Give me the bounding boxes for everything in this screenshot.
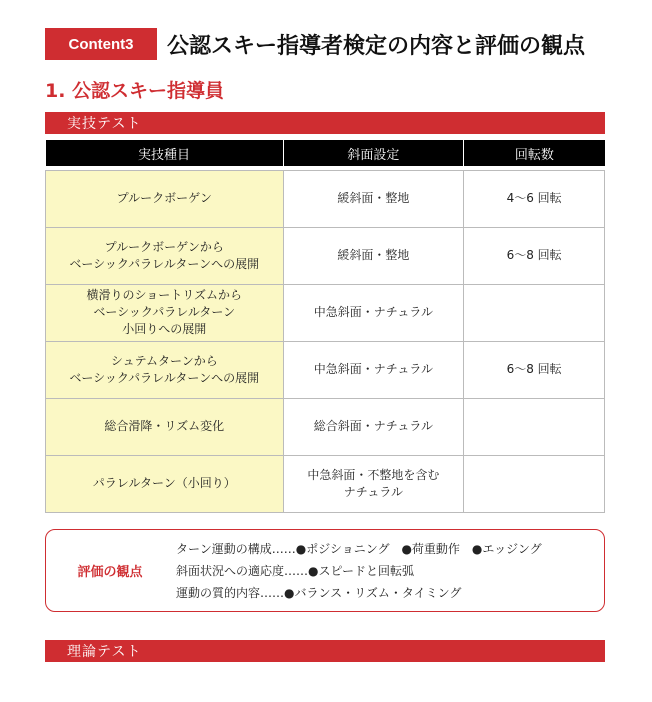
skill-name-cell: プルークボーゲンから ベーシックパラレルターンへの展開: [46, 227, 284, 284]
table-row: [46, 227, 605, 284]
slope-cell: 緩斜面・整地: [283, 227, 464, 284]
section-bar-practical: 実技テスト: [45, 112, 605, 134]
slope-cell: 総合斜面・ナチュラル: [283, 398, 464, 455]
skill-name-cell: パラレルターン（小回り）: [46, 455, 284, 512]
slope-cell: 中急斜面・ナチュラル: [283, 341, 464, 398]
turns-cell: [464, 455, 605, 512]
viewpoint-line: ターン運動の構成……●ポジショニング ●荷重動作 ●エッジング: [176, 541, 542, 556]
content-badge: Content3: [45, 28, 157, 60]
turns-cell: 6～8 回転: [464, 227, 605, 284]
viewpoints-label: 評価の観点: [77, 565, 143, 580]
skill-name-cell: プルークボーゲン: [46, 170, 284, 227]
table-row: [46, 398, 605, 455]
table-row: [46, 284, 605, 341]
skills-table: [45, 140, 605, 513]
turns-cell: 4～6 回転: [464, 170, 605, 227]
skill-name-cell: シュテムターンから ベーシックパラレルターンへの展開: [46, 341, 284, 398]
table-body: [46, 166, 605, 512]
table-row: [46, 170, 605, 227]
page-title: 公認スキー指導者検定の内容と評価の観点: [167, 33, 586, 59]
viewpoint-line: 運動の質的内容……●バランス・リズム・タイミング: [176, 585, 462, 600]
table-header-row: [46, 140, 605, 166]
slope-cell: 中急斜面・不整地を含む ナチュラル: [283, 455, 464, 512]
viewpoint-line: 斜面状況への適応度……●スピードと回転弧: [176, 563, 414, 578]
col-header-turns: 回転数: [464, 140, 605, 166]
evaluation-viewpoints-box: [45, 529, 605, 612]
turns-cell: 6～8 回転: [464, 341, 605, 398]
slope-cell: 中急斜面・ナチュラル: [283, 284, 464, 341]
col-header-slope: 斜面設定: [283, 140, 464, 166]
viewpoints-lines: [176, 538, 542, 604]
turns-cell: [464, 284, 605, 341]
section-bar-theory: 理論テスト: [45, 640, 605, 662]
col-header-skill: 実技種目: [46, 140, 284, 166]
skill-name-cell: 総合滑降・リズム変化: [46, 398, 284, 455]
page-header: [45, 27, 585, 61]
skill-name-cell: 横滑りのショートリズムから ベーシックパラレルターン 小回りへの展開: [46, 284, 284, 341]
subheading: 1. 公認スキー指導員: [45, 80, 225, 102]
table-row: [46, 455, 605, 512]
turns-cell: [464, 398, 605, 455]
table-row: [46, 341, 605, 398]
slope-cell: 緩斜面・整地: [283, 170, 464, 227]
